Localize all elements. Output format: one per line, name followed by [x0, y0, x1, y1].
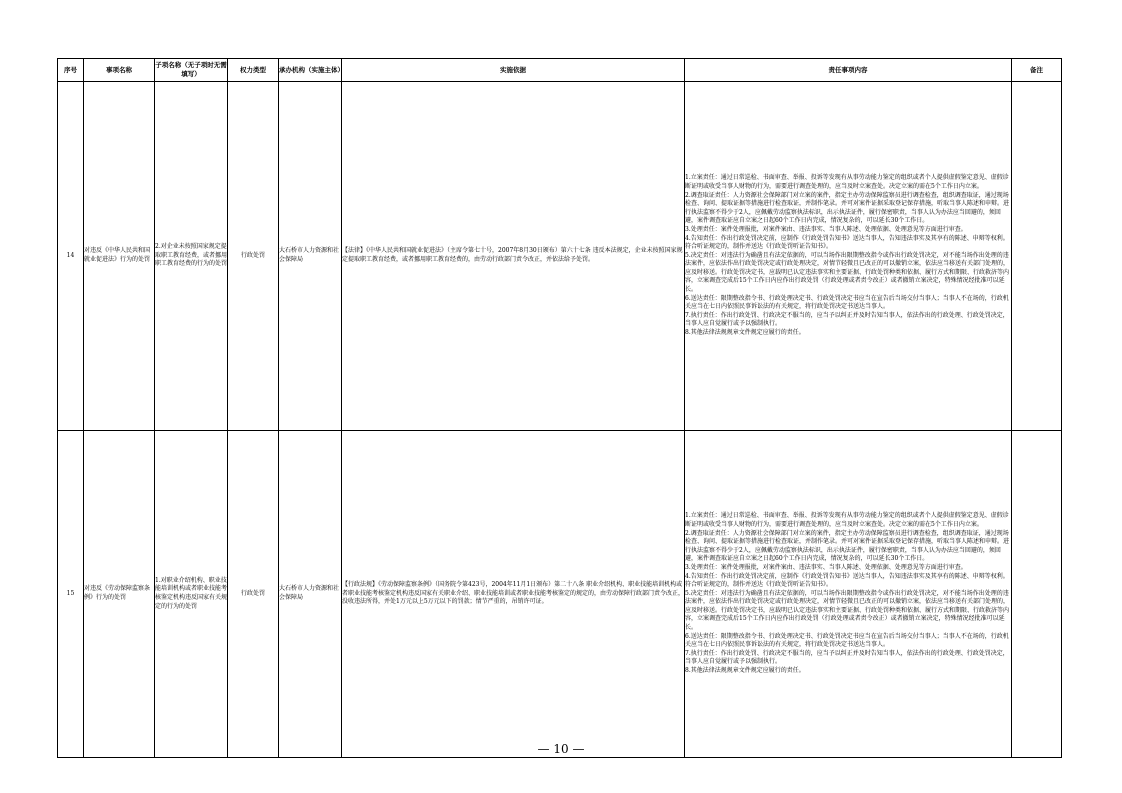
- header-type: 权力类型: [228, 59, 279, 82]
- header-note: 备注: [1012, 59, 1062, 82]
- resp-item: 7.执行责任：作出行政处罚、行政决定不服当的，应当予以纠正并及时告知当事人，依法作出的行政处理、行政处罚决定，当事人应自觉履行或予以强制执行。: [685, 311, 1009, 328]
- header-sub: 子项名称（无子项时无需填写）: [155, 59, 228, 82]
- header-no: 序号: [58, 59, 84, 82]
- cell-resp: [685, 431, 1012, 758]
- cell-note: [1012, 82, 1062, 431]
- cell-name: 对违反《中华人民共和国就业促进法》行为的处罚: [84, 82, 155, 431]
- header-row: [58, 59, 1062, 82]
- cell-name: 对违反《劳动保障监察条例》行为的处罚: [84, 431, 155, 758]
- cell-agency: 大石桥市人力资源和社会保障局: [279, 431, 342, 758]
- cell-type: 行政处罚: [228, 82, 279, 431]
- header-agency: 承办机构（实施主体）: [279, 59, 342, 82]
- resp-item: 1.立案责任：通过日常巡检、书面审查、举报、投诉等发现有从事劳动能力鉴定的组织或者个人提供虚假鉴定意见、虚假诊断证明或收受当事人财物的行为，需要进行调查处理的，应当及时立案查处。决定立案的需在5个工作日内立案。: [685, 512, 1009, 528]
- cell-sub: 1.对职业介绍机构、职业技能培训机构或者职业技能考核鉴定机构违反国家有关规定的行为的处罚: [155, 431, 228, 758]
- resp-item: 7.执行责任：作出行政处罚、行政决定不服当的，应当予以纠正并及时告知当事人，依法作出的行政处理、行政处罚决定，当事人应自觉履行或予以强制执行。: [685, 649, 1009, 666]
- header-name: 事项名称: [84, 59, 155, 82]
- header-basis: 实施依据: [342, 59, 685, 82]
- cell-agency: 大石桥市人力资源和社会保障局: [279, 82, 342, 431]
- resp-item: 2.调查取证责任：人力资源社会保障部门对立案的案件，指定主办劳动保障监察员进行调查检查，组织调查取证，通过现场检查、询问、提取证据等措施进行检查取证，并制作笔录。并可对案件证据采取登记保存措施，听取当事人陈述和申辩。进行执法监察不得少于2人，应佩戴劳动监察执法标识，出示执法证件，履行保密职责，当事人认为办法应当回避的，须回避，案件调查取证应自立案之日起60个工作日内完成，情况复杂的，可以延长30个工作日。: [685, 191, 1010, 225]
- cell-basis: 【法律】《中华人民共和国就业促进法》（主席令第七十号，2007年8月30日颁布）第六十七条 违反本法规定，企业未按照国家规定提取职工教育经费，或者挪用职工教育经费的，由劳动行政部门责令改正，并依法给予处罚。: [342, 82, 685, 431]
- resp-item: 8.其他法律法规规章文件规定应履行的责任。: [685, 667, 805, 675]
- resp-item: 6.送达责任：限期整改指令书、行政处理决定书、行政处罚决定书应当在宣告后当场交付当事人；当事人不在场的，行政机关应当在七日内依照民事诉讼法的有关规定，将行政处罚决定书送达当事人。: [685, 632, 1009, 649]
- resp-item: 3.处理责任：案件处理报批，对案件案由、违法事实、当事人陈述、处理依据、处理意见等方面进行审查。: [685, 563, 967, 571]
- resp-item: 4.告知责任：作出行政处罚决定前，应制作《行政处罚告知书》送达当事人，告知违法事实及其享有的陈述、申辩等权利。符合听证规定的，制作并送达《行政处罚听证告知书》。: [685, 572, 1009, 589]
- resp-item: 4.告知责任：作出行政处罚决定前，应制作《行政处罚告知书》送达当事人，告知违法事实及其享有的陈述、申辩等权利。符合听证规定的，制作并送达《行政处罚听证告知书》。: [685, 234, 1009, 251]
- table-row: [58, 431, 1062, 758]
- resp-item: 8.其他法律法规规章文件规定应履行的责任。: [685, 329, 805, 337]
- resp-item: 2.调查取证责任：人力资源社会保障部门对立案的案件，指定主办劳动保障监察员进行调查检查，组织调查取证，通过现场检查、询问、提取证据等措施进行检查取证，并制作笔录。并可对案件证据采取登记保存措施，听取当事人陈述和申辩。进行执法监察不得少于2人，应佩戴劳动监察执法标识，出示执法证件，履行保密职责，当事人认为办法应当回避的，须回避，案件调查取证应自立案之日起60个工作日内完成，情况复杂的，可以延长30个工作日。: [685, 529, 1010, 563]
- resp-item: 1.立案责任：通过日常巡检、书面审查、举报、投诉等发现有从事劳动能力鉴定的组织或者个人提供虚假鉴定意见、虚假诊断证明或收受当事人财物的行为，需要进行调查处理的，应当及时立案查处。决定立案的需在5个工作日内立案。: [685, 174, 1009, 190]
- resp-item: 3.处理责任：案件处理报批，对案件案由、违法事实、当事人陈述、处理依据、处理意见等方面进行审查。: [685, 225, 967, 233]
- cell-note: [1012, 431, 1062, 758]
- cell-no: 15: [58, 431, 84, 758]
- page-number: — 10 —: [537, 742, 585, 756]
- cell-sub: 2.对企业未按照国家规定提取职工教育经费，或者挪用职工教育经费的行为的处罚: [155, 82, 228, 431]
- table-row: [58, 82, 1062, 431]
- resp-item: 5.决定责任：对违法行为确凿且有法定依据的，可以当场作出限期整改指令或作出行政处罚决定，对不能当场作出处理的违法案件，应依法作出行政处罚决定或行政处理决定，对情节轻微且已改正的可以撤销立案，依法应当移送有关部门处理的，应及时移送。行政处罚决定书，应载明已认定违法事实和主要证据、行政处罚种类和依据、履行方式和期限、行政救济等内容，立案调查完成后15个工作日内应作出行政处罚（行政处理或者责令改正）或者撤销立案决定，特殊情况经批准可以延长。: [685, 251, 1010, 294]
- header-resp: 责任事项内容: [685, 59, 1012, 82]
- cell-type: 行政处罚: [228, 431, 279, 758]
- cell-basis: 【行政法规】《劳动保障监察条例》（国务院令第423号，2004年11月1日颁布）第二十八条 职业介绍机构、职业技能培训机构或者职业技能考核鉴定机构违反国家有关职业介绍、职业技能培训或者职业技能考核鉴定的规定的，由劳动保障行政部门责令改正，没收违法所得，并处1万元以上5万元以下的罚款；情节严重的，吊销许可证。: [342, 431, 685, 758]
- resp-item: 5.决定责任：对违法行为确凿且有法定依据的，可以当场作出限期整改指令或作出行政处罚决定，对不能当场作出处理的违法案件，应依法作出行政处罚决定或行政处理决定，对情节轻微且已改正的可以撤销立案，依法应当移送有关部门处理的，应及时移送。行政处罚决定书，应载明已认定违法事实和主要证据、行政处罚种类和依据、履行方式和期限、行政救济等内容，立案调查完成后15个工作日内应作出行政处罚（行政处理或者责令改正）或者撤销立案决定，特殊情况经批准可以延长。: [685, 589, 1010, 632]
- cell-resp: [685, 82, 1012, 431]
- resp-item: 6.送达责任：限期整改指令书、行政处理决定书、行政处罚决定书应当在宣告后当场交付当事人；当事人不在场的，行政机关应当在七日内依照民事诉讼法的有关规定，将行政处罚决定书送达当事人。: [685, 294, 1009, 311]
- responsibility-table: [57, 58, 1062, 758]
- cell-no: 14: [58, 82, 84, 431]
